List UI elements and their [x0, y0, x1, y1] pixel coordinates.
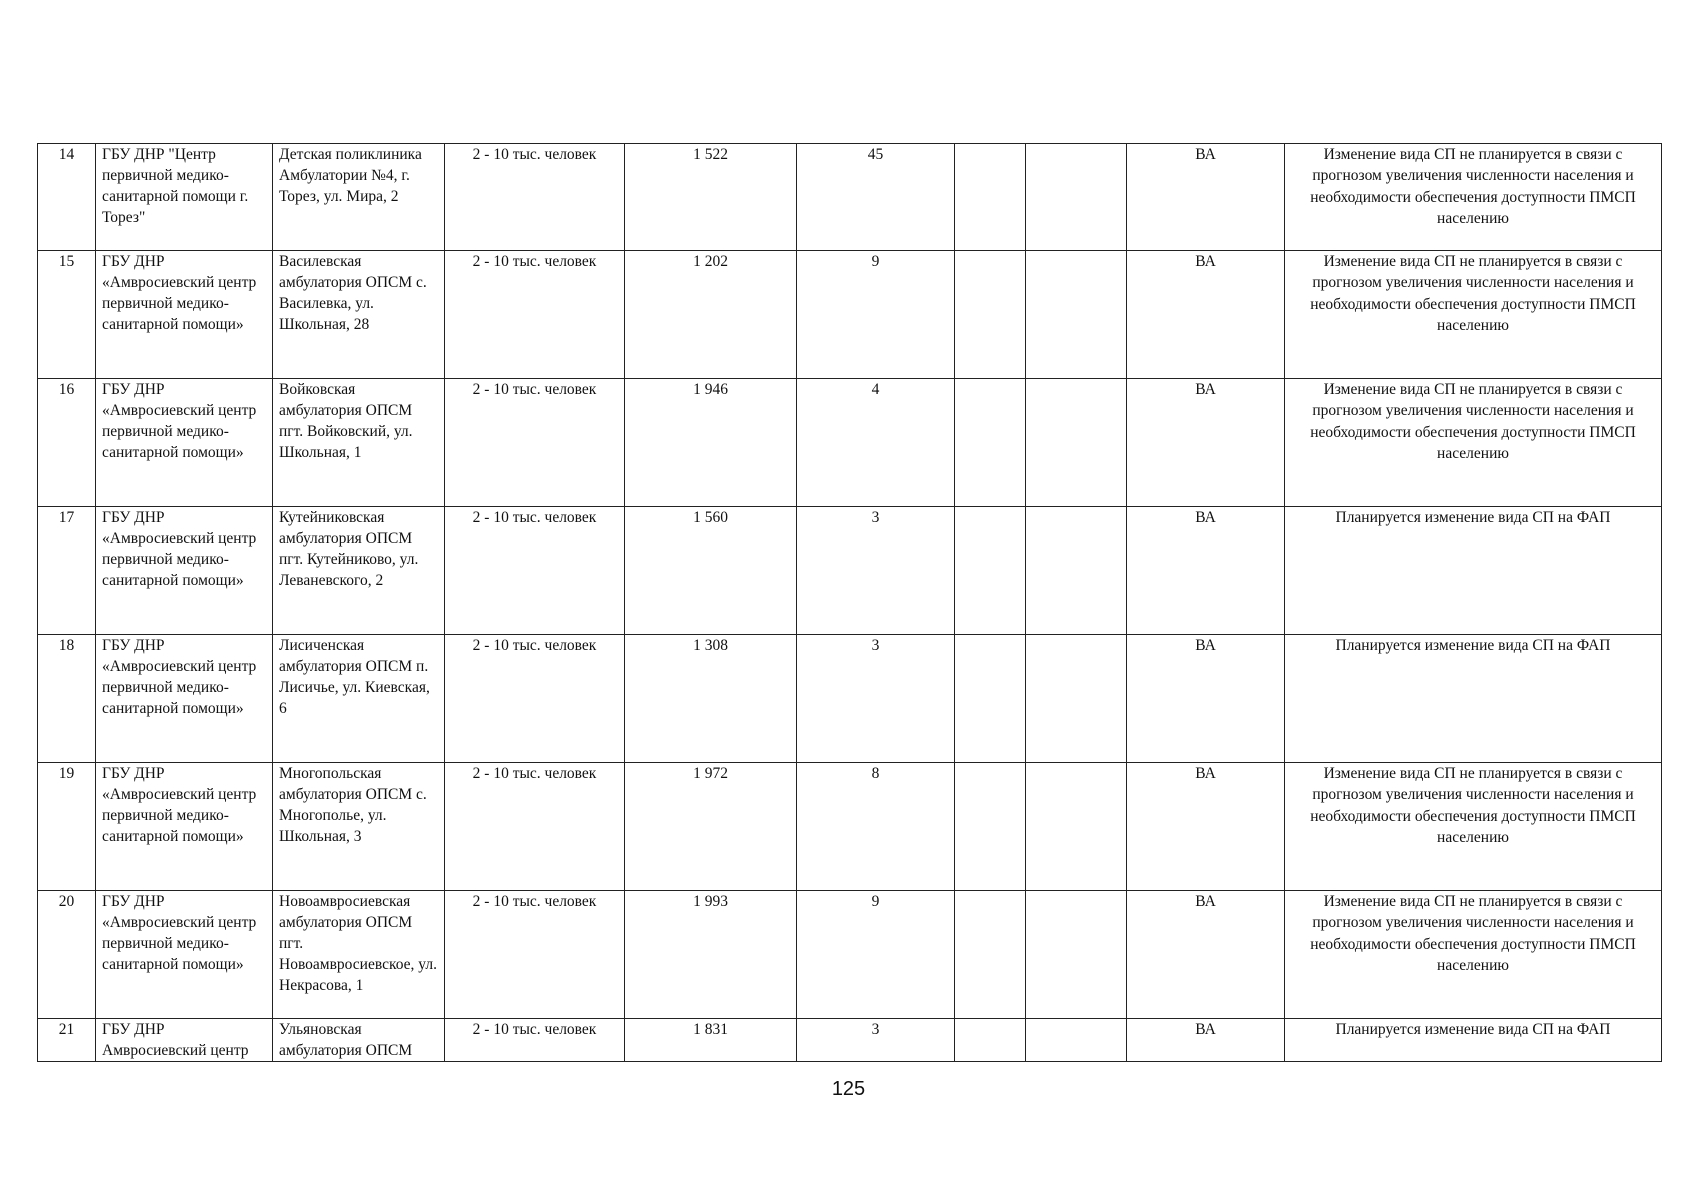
- empty-cell: [955, 251, 1026, 379]
- facility-address: Лисиченская амбулатория ОПСМ п. Лисичье, ул. Киевская, 6: [273, 635, 445, 763]
- population-value: 1 993: [625, 891, 797, 1019]
- facility-type: ВА: [1127, 635, 1285, 763]
- page-number: 125: [831, 1078, 866, 1100]
- table-row: [38, 379, 1662, 507]
- row-number: 21: [38, 1019, 96, 1062]
- empty-cell: [1026, 1019, 1127, 1062]
- population-category: 2 - 10 тыс. человек: [445, 1019, 625, 1062]
- count-value: 3: [797, 635, 955, 763]
- organization-name: ГБУ ДНР «Амвросиевский центр первичной медико-санитарной помощи»: [96, 379, 273, 507]
- table-row: [38, 251, 1662, 379]
- planning-note: Изменение вида СП не планируется в связи с прогнозом увеличения численности населения и необходимости обеспечения доступности ПМСП населению: [1285, 379, 1662, 507]
- population-category: 2 - 10 тыс. человек: [445, 251, 625, 379]
- facility-type: ВА: [1127, 891, 1285, 1019]
- facility-type: ВА: [1127, 144, 1285, 251]
- population-value: 1 831: [625, 1019, 797, 1062]
- facility-address: Многопольская амбулатория ОПСМ с. Многополье, ул. Школьная, 3: [273, 763, 445, 891]
- table-row: [38, 507, 1662, 635]
- table-body: [38, 144, 1662, 1062]
- facility-type: ВА: [1127, 763, 1285, 891]
- empty-cell: [955, 891, 1026, 1019]
- organization-name: ГБУ ДНР «Амвросиевский центр первичной медико-санитарной помощи»: [96, 251, 273, 379]
- organization-name: ГБУ ДНР «Амвросиевский центр первичной медико-санитарной помощи»: [96, 891, 273, 1019]
- population-category: 2 - 10 тыс. человек: [445, 144, 625, 251]
- empty-cell: [1026, 379, 1127, 507]
- population-category: 2 - 10 тыс. человек: [445, 379, 625, 507]
- facility-address: Войковская амбулатория ОПСМ пгт. Войковский, ул. Школьная, 1: [273, 379, 445, 507]
- planning-note: Изменение вида СП не планируется в связи с прогнозом увеличения численности населения и необходимости обеспечения доступности ПМСП населению: [1285, 763, 1662, 891]
- table-row: [38, 144, 1662, 251]
- table-row: [38, 635, 1662, 763]
- count-value: 4: [797, 379, 955, 507]
- count-value: 3: [797, 507, 955, 635]
- planning-note: Изменение вида СП не планируется в связи с прогнозом увеличения численности населения и необходимости обеспечения доступности ПМСП населению: [1285, 144, 1662, 251]
- empty-cell: [1026, 635, 1127, 763]
- facility-address: Ульяновская амбулатория ОПСМ: [273, 1019, 445, 1062]
- empty-cell: [1026, 891, 1127, 1019]
- population-value: 1 522: [625, 144, 797, 251]
- organization-name: ГБУ ДНР "Центр первичной медико-санитарной помощи г. Торез": [96, 144, 273, 251]
- population-category: 2 - 10 тыс. человек: [445, 507, 625, 635]
- count-value: 9: [797, 891, 955, 1019]
- empty-cell: [955, 507, 1026, 635]
- row-number: 17: [38, 507, 96, 635]
- empty-cell: [955, 144, 1026, 251]
- count-value: 3: [797, 1019, 955, 1062]
- population-value: 1 972: [625, 763, 797, 891]
- organization-name: ГБУ ДНР «Амвросиевский центр первичной медико-санитарной помощи»: [96, 635, 273, 763]
- facility-address: Детская поликлиника Амбулатории №4, г. Торез, ул. Мира, 2: [273, 144, 445, 251]
- planning-note: Изменение вида СП не планируется в связи с прогнозом увеличения численности населения и необходимости обеспечения доступности ПМСП населению: [1285, 251, 1662, 379]
- empty-cell: [1026, 763, 1127, 891]
- facility-address: Новоамвросиевская амбулатория ОПСМ пгт. Новоамвросиевское, ул. Некрасова, 1: [273, 891, 445, 1019]
- empty-cell: [1026, 251, 1127, 379]
- table-row: [38, 763, 1662, 891]
- row-number: 15: [38, 251, 96, 379]
- row-number: 20: [38, 891, 96, 1019]
- organization-name: ГБУ ДНР «Амвросиевский центр первичной медико-санитарной помощи»: [96, 507, 273, 635]
- population-value: 1 202: [625, 251, 797, 379]
- empty-cell: [955, 379, 1026, 507]
- facility-type: ВА: [1127, 251, 1285, 379]
- count-value: 9: [797, 251, 955, 379]
- population-value: 1 308: [625, 635, 797, 763]
- row-number: 19: [38, 763, 96, 891]
- facility-address: Василевская амбулатория ОПСМ с. Василевка, ул. Школьная, 28: [273, 251, 445, 379]
- empty-cell: [955, 1019, 1026, 1062]
- planning-note: Планируется изменение вида СП на ФАП: [1285, 635, 1662, 763]
- facility-address: Кутейниковская амбулатория ОПСМ пгт. Кутейниково, ул. Леваневского, 2: [273, 507, 445, 635]
- table-row: [38, 1019, 1662, 1062]
- row-number: 16: [38, 379, 96, 507]
- population-category: 2 - 10 тыс. человек: [445, 763, 625, 891]
- row-number: 18: [38, 635, 96, 763]
- empty-cell: [1026, 507, 1127, 635]
- facility-type: ВА: [1127, 1019, 1285, 1062]
- table-row: [38, 891, 1662, 1019]
- count-value: 8: [797, 763, 955, 891]
- population-value: 1 946: [625, 379, 797, 507]
- facility-type: ВА: [1127, 379, 1285, 507]
- planning-note: Планируется изменение вида СП на ФАП: [1285, 507, 1662, 635]
- organization-name: ГБУ ДНР Амвросиевский центр: [96, 1019, 273, 1062]
- empty-cell: [1026, 144, 1127, 251]
- population-value: 1 560: [625, 507, 797, 635]
- population-category: 2 - 10 тыс. человек: [445, 891, 625, 1019]
- planning-note: Планируется изменение вида СП на ФАП: [1285, 1019, 1662, 1062]
- row-number: 14: [38, 144, 96, 251]
- population-category: 2 - 10 тыс. человек: [445, 635, 625, 763]
- planning-note: Изменение вида СП не планируется в связи с прогнозом увеличения численности населения и необходимости обеспечения доступности ПМСП населению: [1285, 891, 1662, 1019]
- empty-cell: [955, 763, 1026, 891]
- facility-type: ВА: [1127, 507, 1285, 635]
- organization-name: ГБУ ДНР «Амвросиевский центр первичной медико-санитарной помощи»: [96, 763, 273, 891]
- count-value: 45: [797, 144, 955, 251]
- facilities-table: [37, 143, 1662, 1062]
- empty-cell: [955, 635, 1026, 763]
